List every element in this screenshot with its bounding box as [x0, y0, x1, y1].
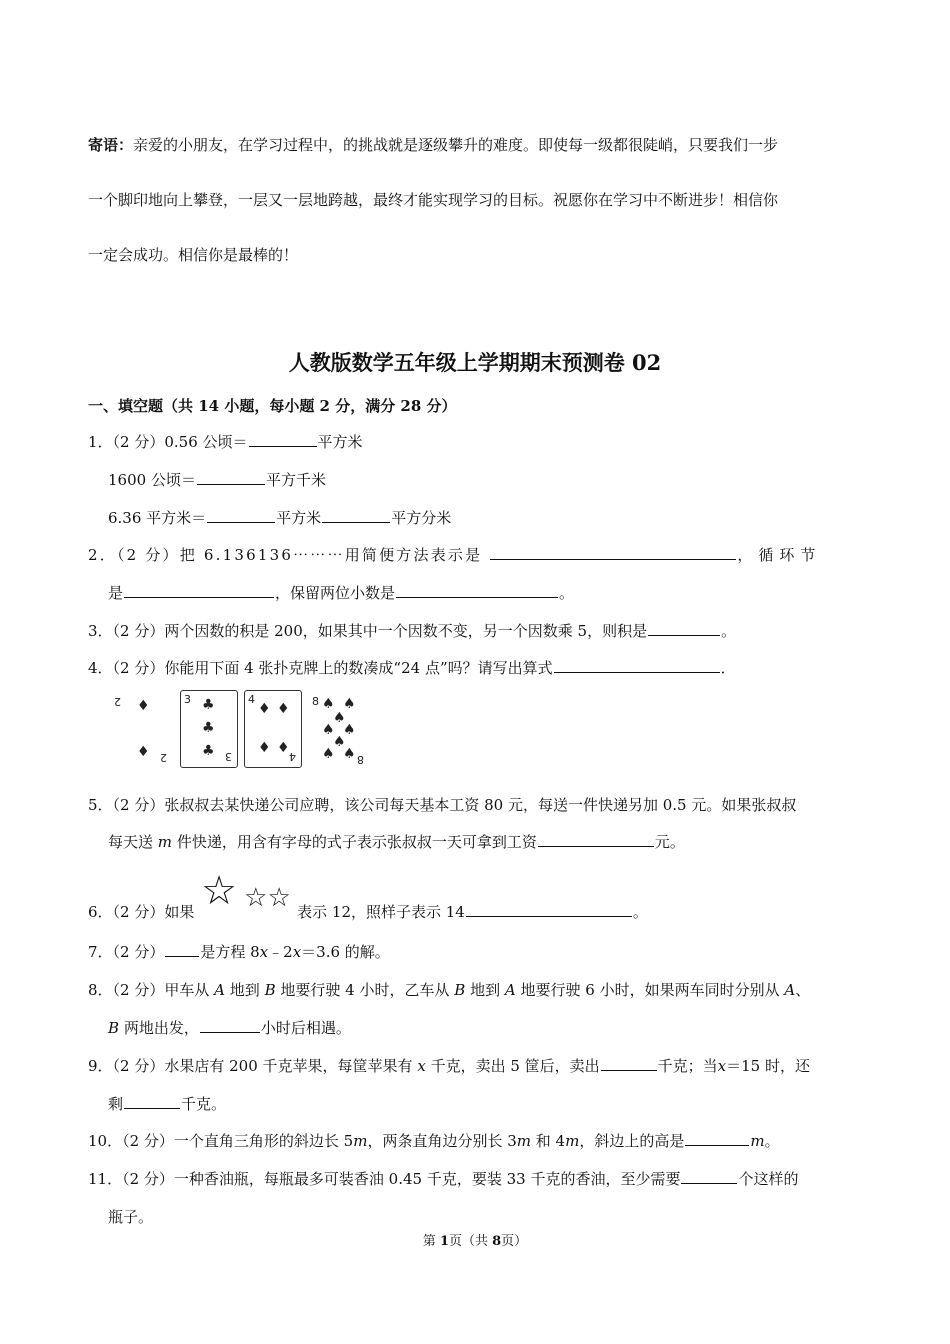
diamond-icon: ♦ [277, 740, 290, 756]
answer-blank[interactable] [648, 621, 720, 636]
answer-blank[interactable] [538, 832, 654, 847]
page-title: 人教版数学五年级上学期期末预测卷 02 [288, 350, 662, 375]
question-5a: 5．（2 分）张叔叔去某快递公司应聘，该公司每天基本工资 80 元，每送一件快递另加 0.5 元。如果张叔叔 [88, 796, 797, 814]
preface-line-2: 一个脚印地向上攀登，一层又一层地跨越，最终才能实现学习的目标。祝愿你在学习中不断进步！相信你 [88, 191, 779, 209]
diamond-icon: ♦ [137, 698, 150, 714]
question-5b: 每天送 m 件快递，用含有字母的式子表示张叔叔一天可拿到工资 元。 [108, 833, 685, 851]
star-icon: ☆ [201, 868, 237, 914]
page-footer: 第 1页（共 8页） [422, 1234, 528, 1249]
question-10: 10．（2 分）一个直角三角形的斜边长 5m，两条直角边分别长 3m 和 4m，斜边上的高是 m。 [88, 1132, 780, 1150]
answer-blank[interactable] [685, 1131, 749, 1146]
spade-icon: ♠ [343, 722, 356, 738]
answer-blank[interactable] [207, 508, 275, 523]
preface-label: 寄语： [88, 136, 134, 154]
question-9b: 剩 千克。 [108, 1095, 227, 1113]
spade-icon: ♠ [322, 722, 335, 738]
question-2a: 2．（2 分）把 6.136136⋯⋯⋯用简便方法表示是 ，循环节 [88, 546, 822, 564]
question-4: 4．（2 分）你能用下面 4 张扑克牌上的数凑成“24 点”吗？请写出算式 ． [88, 659, 736, 677]
question-11a: 11．（2 分）一种香油瓶，每瓶最多可装香油 0.45 千克，要装 33 千克的香油，至少需要 个这样的 [88, 1170, 799, 1188]
question-3: 3．（2 分）两个因数的积是 200，如果其中一个因数不变，另一个因数乘 5，则积是 。 [88, 622, 737, 640]
spade-icon: ♠ [322, 746, 335, 762]
answer-blank[interactable] [124, 583, 274, 598]
preface-line-3: 一定会成功。相信你是最棒的！ [88, 246, 299, 264]
question-11b: 瓶子。 [108, 1208, 154, 1226]
question-6: 6．（2 分）如果 ☆ ☆☆ 表示 12，照样子表示 14 。 [88, 868, 648, 921]
question-7: 7．（2 分） 是方程 8x﹣2x＝3.6 的解。 [88, 943, 390, 961]
question-1a: 1．（2 分）0.56 公顷＝ 平方米 [88, 433, 363, 451]
answer-blank[interactable] [466, 902, 632, 917]
question-1b: 1600 公顷＝ 平方千米 [108, 471, 326, 489]
answer-blank[interactable] [490, 545, 736, 560]
diamond-icon: ♦ [137, 744, 150, 760]
diamond-icon: ♦ [258, 740, 271, 756]
answer-blank[interactable] [165, 942, 199, 957]
question-1c: 6.36 平方米＝ 平方米 平方分米 [108, 509, 452, 527]
answer-blank[interactable] [681, 1169, 737, 1184]
answer-blank[interactable] [554, 658, 720, 673]
card-3: 3 ♣ ♣ ♣ 3 [180, 690, 238, 768]
answer-blank[interactable] [249, 432, 317, 447]
answer-blank[interactable] [124, 1094, 180, 1109]
spade-icon: ♠ [322, 696, 335, 712]
answer-blank[interactable] [322, 508, 390, 523]
star-icon: ☆☆ [244, 883, 291, 913]
diamond-icon: ♦ [258, 701, 271, 717]
spade-icon: ♠ [343, 696, 356, 712]
question-9a: 9．（2 分）水果店有 200 千克苹果，每筐苹果有 x 千克，卖出 5 筐后，卖出 千克；当x＝15 时，还 [88, 1057, 810, 1075]
question-8a: 8．（2 分）甲车从 A 地到 B 地要行驶 4 小时，乙车从 B 地到 A 地要行驶 6 小时，如果两车同时分别从 A、 [88, 981, 811, 999]
question-2b: 是 ，保留两位小数是 。 [108, 584, 575, 602]
answer-blank[interactable] [200, 1018, 260, 1033]
answer-blank[interactable] [601, 1056, 657, 1071]
spade-icon: ♠ [333, 710, 346, 726]
preface-line-1: 寄语：亲爱的小朋友，在学习过程中，的挑战就是逐级攀升的难度。即使每一级都很陡峭，只要我们一步 [88, 136, 779, 154]
club-icon: ♣ [202, 697, 215, 713]
section-heading: 一、填空题（共 14 小题，每小题 2 分，满分 28 分） [88, 397, 457, 415]
question-8b: B 两地出发， 小时后相遇。 [108, 1019, 351, 1037]
spade-icon: ♠ [343, 746, 356, 762]
diamond-icon: ♦ [277, 701, 290, 717]
answer-blank[interactable] [396, 583, 558, 598]
card-4: 4 ♦ ♦ ♦ ♦ 4 [244, 690, 302, 768]
club-icon: ♣ [202, 720, 215, 736]
answer-blank[interactable] [197, 470, 265, 485]
spade-icon: ♠ [333, 734, 346, 750]
club-icon: ♣ [202, 743, 215, 759]
